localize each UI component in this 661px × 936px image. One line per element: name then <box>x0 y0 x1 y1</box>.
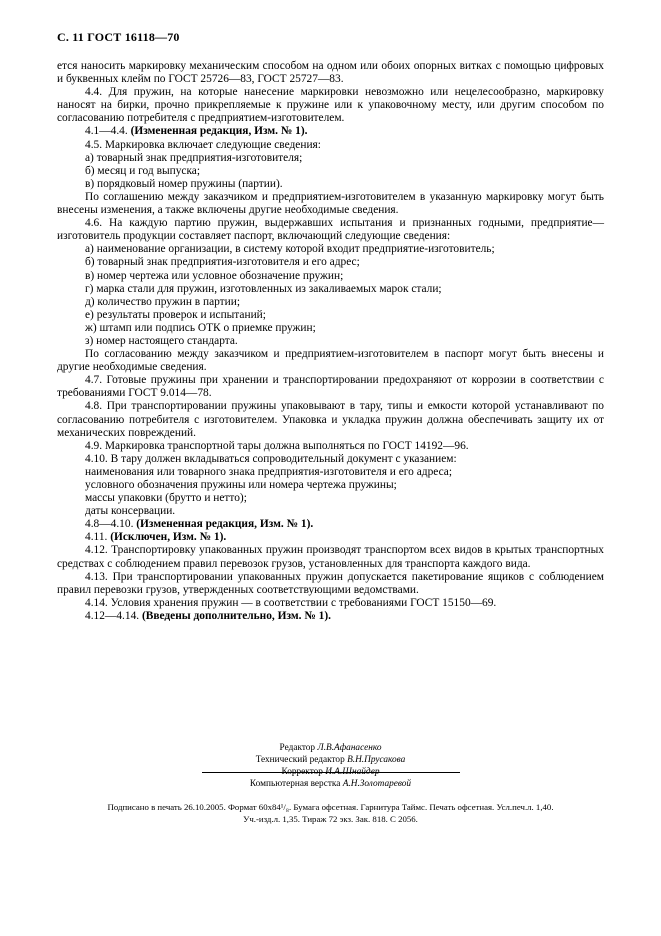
list-item: в) порядковый номер пружины (партии). <box>85 177 283 190</box>
paragraph: 4.10. В тару должен вкладываться сопроводительный документ с указанием: <box>85 452 457 465</box>
list-item: в) номер чертежа или условное обозначение пружин; <box>85 269 344 282</box>
list-item: условного обозначения пружины или номера чертежа пружины; <box>85 479 397 491</box>
paragraph: 4.5. Маркировка включает следующие сведения: <box>85 138 321 151</box>
colophon-technical-editor <box>0 754 661 766</box>
paragraph-amendment <box>57 531 604 544</box>
amendment-note: (Измененная редакция, Изм. № 1). <box>130 125 308 138</box>
list-item: а) наименование организации, в систему которой входит предприятие-изготовитель; <box>85 243 495 256</box>
amendment-prefix: 4.1—4.4. <box>85 125 131 138</box>
paragraph: 4.8. При транспортировании пружины упаковывают в тару, типы и емкости которой устанавливают по согласованию потребителя с изготовителем. Упаковка и укладка пружин должна обеспечивать защиту их от механических повреждений. <box>57 400 604 439</box>
list-item: д) количество пружин в партии; <box>85 295 241 308</box>
paragraph: По соглашению между заказчиком и предприятием-изготовителем в указанную маркировку могут быть внесены изменения, а также включены другие необходимые сведения. <box>57 190 604 217</box>
amendment-note: (Исключен, Изм. № 1). <box>110 531 227 544</box>
list-item: наименования или товарного знака предприятия-изготовителя и его адреса; <box>85 465 453 478</box>
colophon-name: А.Н.Золотаревой <box>342 779 412 789</box>
colophon-role: Технический редактор <box>255 755 345 765</box>
colophon-role: Корректор <box>281 767 323 777</box>
list-item: б) товарный знак предприятия-изготовителя и его адрес; <box>85 256 360 269</box>
list-item: г) марка стали для пружин, изготовленных из закаливаемых марок стали; <box>85 282 442 295</box>
page-content <box>57 30 604 623</box>
paragraph: 4.6. На каждую партию пружин, выдержавших испытания и признанных годными, предприятие—изготовитель продукции составляет паспорт, включающий следующие сведения: <box>57 217 604 243</box>
colophon-role: Редактор <box>279 743 316 753</box>
paragraph: 4.12. Транспортировку упакованных пружин производят транспортом всех видов в крытых транспортных средствах с соблюдением правил перевозок грузов, установленных для транспорта каждого вида. <box>57 544 604 570</box>
strike-line <box>202 772 460 773</box>
paragraph: 4.14. Условия хранения пружин — в соответствии с требованиями ГОСТ 15150—69. <box>85 596 497 609</box>
paragraph-amendment <box>57 518 604 531</box>
paragraph: 4.4. Для пружин, на которые нанесение маркировки невозможно или нецелесообразно, маркировку наносят на бирки, прочно прикрепляемые к пружине или к упаковочному месту, или другим способом по согласованию потребителя с предприятием-изготовителем. <box>57 86 604 125</box>
list-item: а) товарный знак предприятия-изготовителя; <box>85 151 303 164</box>
paragraph: 4.9. Маркировка транспортной тары должна выполняться по ГОСТ 14192—96. <box>85 439 469 452</box>
list-item: ж) штамп или подпись ОТК о приемке пружин; <box>85 321 316 334</box>
colophon-name: Л.В.Афанасенко <box>317 743 382 753</box>
list-item: б) месяц и год выпуска; <box>85 164 201 177</box>
paragraph: 4.13. При транспортировании упакованных пружин допускается пакетирование ящиков с соблюдением правил перевозки грузов, утвержденных соответствующими ведомствами. <box>57 570 604 596</box>
amendment-prefix: 4.12—4.14. <box>85 609 142 622</box>
amendment-note: (Измененная редакция, Изм. № 1). <box>136 518 314 531</box>
colophon-name: В.Н.Прусакова <box>347 755 406 765</box>
amendment-prefix: 4.11. <box>85 531 111 544</box>
paragraph: ется наносить маркировку механическим способом на одном или обоих опорных витках с помощью цифровых и буквенных клейм по ГОСТ 25726—83, ГОСТ 25727—83. <box>57 60 604 86</box>
paragraph-amendment <box>57 125 604 138</box>
paragraph: 4.7. Готовые пружины при хранении и транспортировании предохраняют от коррозии в соответствии с требованиями ГОСТ 9.014—78. <box>57 374 604 400</box>
colophon <box>0 742 661 790</box>
imprint-line-1: Подписано в печать 26.10.2005. Формат 60х84¹/₈. Бумага офсетная. Гарнитура Таймс. Печать офсетная. Усл.печ.л. 1,40. <box>107 802 554 812</box>
list-item: массы упаковки (брутто и нетто); <box>85 492 247 505</box>
colophon-corrector <box>0 766 661 778</box>
paragraph-amendment <box>57 610 604 623</box>
colophon-editor <box>0 742 661 754</box>
list-item: даты консервации. <box>85 505 176 518</box>
list-item: е) результаты проверок и испытаний; <box>85 308 266 321</box>
colophon-role: Компьютерная верстка <box>249 779 341 789</box>
colophon-name: И.А.Шнайдер <box>325 767 380 777</box>
amendment-note: (Введены дополнительно, Изм. № 1). <box>141 609 331 622</box>
list-item: з) номер настоящего стандарта. <box>85 334 238 347</box>
page-header: С. 11 ГОСТ 16118—70 <box>57 30 180 44</box>
paragraph: По согласованию между заказчиком и предприятием-изготовителем в паспорт могут быть внесены и другие необходимые сведения. <box>57 348 604 374</box>
imprint-line-2: Уч.-изд.л. 1,35. Тираж 72 экз. Зак. 818. С 2056. <box>243 814 418 824</box>
amendment-prefix: 4.8—4.10. <box>85 518 137 531</box>
colophon-layout <box>0 778 661 790</box>
imprint <box>0 801 661 825</box>
body-text <box>57 60 604 623</box>
